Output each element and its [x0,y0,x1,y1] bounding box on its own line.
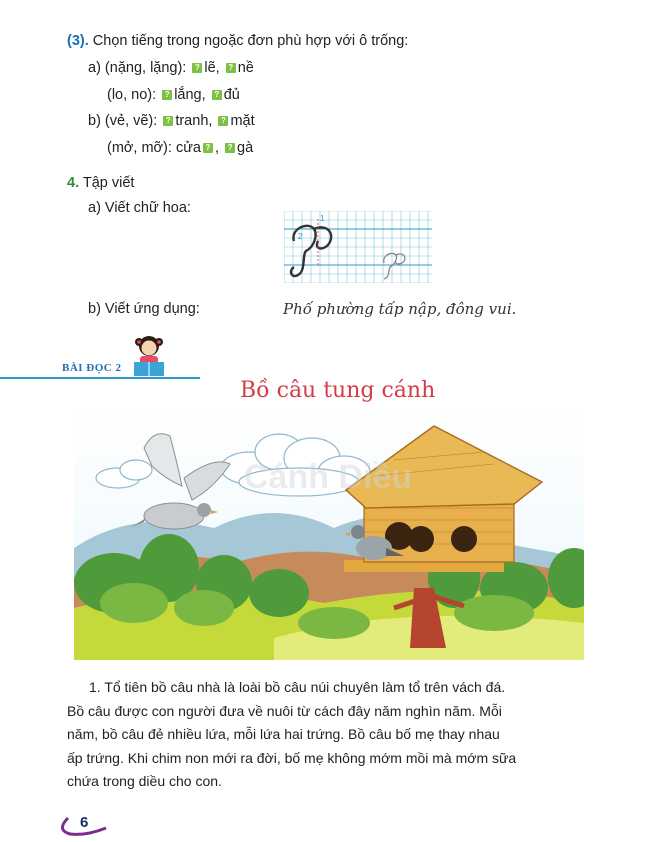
blank-box: ? [226,63,236,73]
word: gà [237,140,254,156]
exercise-title: Tập viết [82,175,135,191]
exercise-3-instruction [67,32,408,50]
reading-title: Bồ câu tung cánh [240,378,436,403]
application-sentence: Phố phường tấp nập, đông vui. [283,300,517,318]
blank-box: ? [225,143,235,153]
stroke-number-2: 2 [298,232,303,241]
watermark-text: Cánh Diều [244,458,413,496]
blank-box: ? [163,116,173,126]
row-a2 [107,86,240,104]
exercise-number: (3). [67,33,89,49]
page-number: 6 [80,814,89,831]
exercise-4-heading [67,174,134,192]
stroke-number-1: 1 [320,214,325,223]
reading-girl-icon [128,332,170,378]
paragraph-line: năm, bồ câu đẻ nhiều lứa, mỗi lứa hai trứng. Bồ câu bố mẹ thay nhau [67,726,500,742]
paragraph-line: ấp trứng. Khi chim non mới ra đời, bố mẹ không mớm mồi mà mớm sữa [67,749,517,766]
blank-box: ? [192,63,202,73]
word: lẽ, [204,60,220,76]
row-label: (mở, mỡ): [107,140,172,156]
word: nề [237,60,254,76]
row-label: b) (vẻ, vẽ): [88,113,158,129]
reading-badge: BÀI ĐỌC 2 [62,362,122,374]
uppercase-label: a) Viết chữ hoa: [88,200,191,216]
blank-box: ? [212,90,222,100]
letter-p-small [384,253,397,279]
row-label: a) (nặng, lặng): [88,60,187,76]
word: đủ [223,87,240,103]
row-b2: (mở, mỡ): cửa ? , ? gà [107,140,254,156]
row-b [88,112,255,130]
badge-underline [0,377,200,379]
row-label: (lo, no): [107,87,157,103]
blank-box: ? [162,90,172,100]
blank-box: ? [218,116,228,126]
pigeon-illustration [74,408,584,660]
paragraph-line: 1. Tổ tiên bồ câu nhà là loài bồ câu núi chuyên làm tổ trên vách đá. [89,679,506,695]
writing-grid [284,211,432,283]
row-a [88,59,254,77]
exercise-number: 4. [67,175,80,191]
word: cửa [175,140,201,156]
application-label: b) Viết ứng dụng: [88,301,200,317]
blank-box: ? [203,143,213,153]
reading-paragraph [67,676,607,794]
paragraph-line: chứa trong diều cho con. [67,773,222,789]
paragraph-line: Bồ câu được con người đưa về nuôi từ cách đây năm nghìn năm. Mỗi [67,702,502,719]
letter-p-large [291,226,316,276]
word: mặt [230,113,255,129]
word: lắng, [174,87,206,103]
instruction-text: Chọn tiếng trong ngoặc đơn phù hợp với ô trống: [92,33,409,49]
word: tranh, [175,113,213,129]
